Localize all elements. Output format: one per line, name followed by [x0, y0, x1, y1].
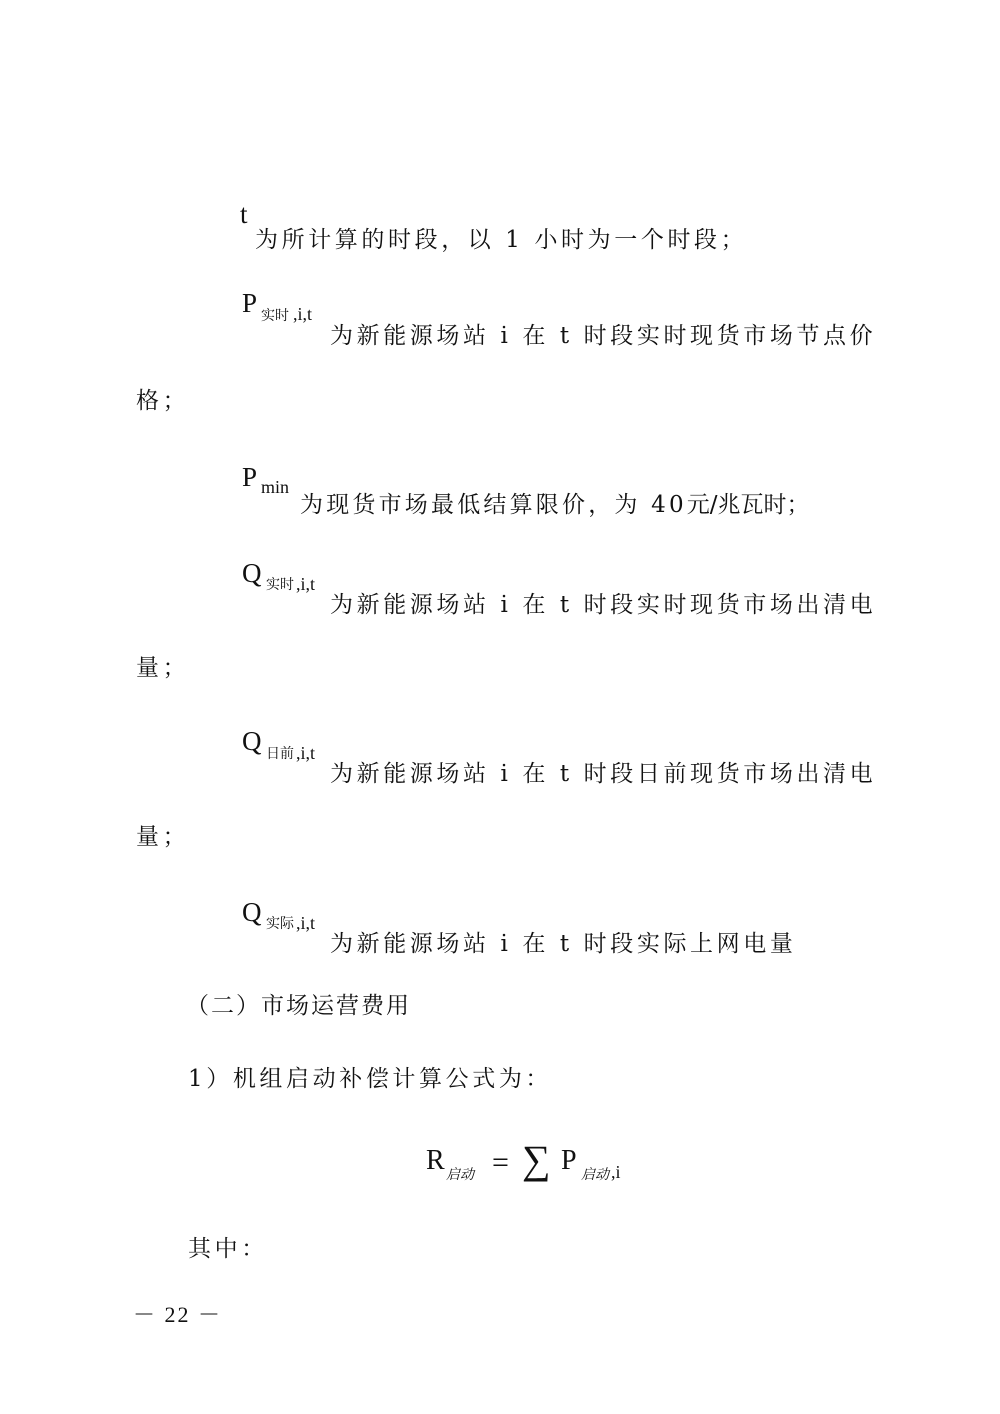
symbol-q: Q [242, 897, 262, 927]
equation-rhs-subscript-i: ,i [611, 1162, 621, 1182]
symbol-q: Q [242, 558, 262, 588]
equation-rhs: P [561, 1145, 577, 1176]
symbol-t: t [240, 199, 248, 229]
page-number: － 22 － [133, 1302, 223, 1327]
definition-q-dayahead-cont: 量； [136, 824, 190, 850]
definition-q-realtime-text: 为新能源场站 i 在 t 时段实时现货市场出清电 [330, 592, 877, 618]
equation-lhs: R [426, 1145, 445, 1176]
subscript-it: ,i,t [296, 743, 316, 763]
definition-q-dayahead-text: 为新能源场站 i 在 t 时段日前现货市场出清电 [330, 761, 877, 787]
section-heading: （二）市场运营费用 [186, 993, 411, 1019]
definition-t-text: 为所计算的时段，以 1 小时为一个时段； [255, 227, 748, 253]
where-label: 其中： [188, 1236, 268, 1262]
subscript-it: ,i,t [296, 913, 316, 933]
definition-p-realtime-text: 为新能源场站 i 在 t 时段实时现货市场节点价 [330, 323, 877, 349]
subscript-min: min [261, 477, 290, 497]
definition-q-actual-text: 为新能源场站 i 在 t 时段实际上网电量 [330, 931, 797, 957]
sum-icon: ∑ [522, 1137, 551, 1182]
symbol-p: P [242, 288, 258, 318]
equation-lhs-subscript: 启动 [446, 1167, 474, 1183]
item-1-text: 1）机组启动补偿计算公式为： [188, 1066, 553, 1092]
definition-p-realtime-cont: 格； [136, 388, 190, 414]
definition-q-realtime-cont: 量； [136, 655, 190, 681]
equation-rhs-subscript: 启动 [581, 1167, 609, 1183]
subscript-actual: 实际 [266, 916, 294, 932]
symbol-q: Q [242, 726, 262, 756]
subscript-realtime: 实时 [261, 308, 289, 324]
equation-equals: = [492, 1146, 509, 1179]
subscript-it: ,i,t [296, 574, 316, 594]
symbol-p-min: P [242, 462, 258, 492]
definition-p-min-text: 为现货市场最低结算限价，为 40元/兆瓦时； [300, 492, 810, 518]
subscript-realtime: 实时 [266, 577, 294, 593]
subscript-it: ,i,t [293, 304, 313, 324]
subscript-dayahead: 日前 [266, 746, 294, 762]
